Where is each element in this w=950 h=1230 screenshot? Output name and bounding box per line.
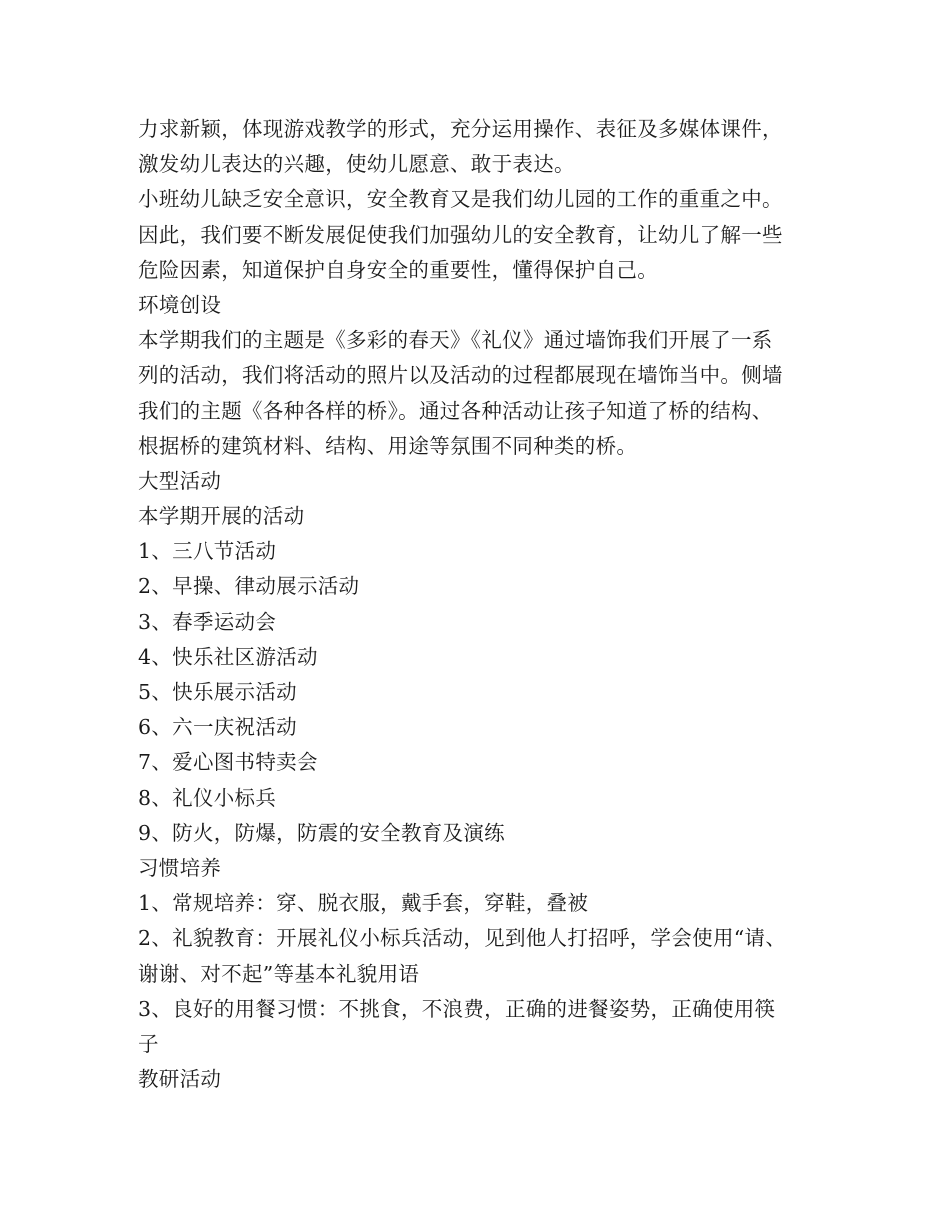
text-line: 本学期我们的主题是《多彩的春天》《礼仪》通过墙饰我们开展了一系 <box>138 328 773 353</box>
section-heading: 习惯培养 <box>138 855 222 880</box>
list-item: 5、快乐展示活动 <box>138 680 297 704</box>
text-line: 根据桥的建筑材料、结构、用途等氛围不同种类的桥。 <box>138 433 638 458</box>
text-line: 危险因素，知道保护自身安全的重要性，懂得保护自己。 <box>138 257 658 282</box>
text-line: 子 <box>138 1031 159 1056</box>
text-line: 谢谢、对不起”等基本礼貌用语 <box>138 961 420 986</box>
list-item: 7、爱心图书特卖会 <box>138 750 318 775</box>
section-heading: 教研活动 <box>138 1067 222 1092</box>
list-item: 9、防火，防爆，防震的安全教育及演练 <box>138 820 505 845</box>
list-item: 1、三八节活动 <box>138 539 277 564</box>
list-item: 3、春季运动会 <box>138 609 277 634</box>
list-item: 8、礼仪小标兵 <box>138 785 277 810</box>
text-line: 我们的主题《各种各样的桥》。通过各种活动让孩子知道了桥的结构、 <box>138 398 773 423</box>
text-line: 本学期开展的活动 <box>138 504 305 529</box>
list-item: 2、早操、律动展示活动 <box>138 574 360 599</box>
section-heading: 环境创设 <box>138 292 222 317</box>
text-line: 力求新颖，体现游戏教学的形式，充分运用操作、表征及多媒体课件， <box>138 117 783 141</box>
text-line: 因此，我们要不断发展促使我们加强幼儿的安全教育，让幼儿了解一些 <box>138 222 783 247</box>
list-item: 1、常规培养：穿、脱衣服，戴手套，穿鞋，叠被 <box>138 891 589 916</box>
text-line: 激发幼儿表达的兴趣，使幼儿愿意、敢于表达。 <box>138 152 575 177</box>
list-item: 3、良好的用餐习惯：不挑食，不浪费，正确的进餐姿势，正确使用筷 <box>138 996 776 1021</box>
section-heading: 大型活动 <box>138 468 222 493</box>
text-line: 小班幼儿缺乏安全意识，安全教育又是我们幼儿园的工作的重重之中。 <box>138 187 783 212</box>
list-item: 6、六一庆祝活动 <box>138 715 297 740</box>
document-body <box>138 112 838 1097</box>
list-item: 4、快乐社区游活动 <box>138 644 318 669</box>
text-line: 列的活动，我们将活动的照片以及活动的过程都展现在墙饰当中。侧墙 <box>138 363 783 388</box>
list-item: 2、礼貌教育：开展礼仪小标兵活动，见到他人打招呼，学会使用“请、 <box>138 926 787 951</box>
